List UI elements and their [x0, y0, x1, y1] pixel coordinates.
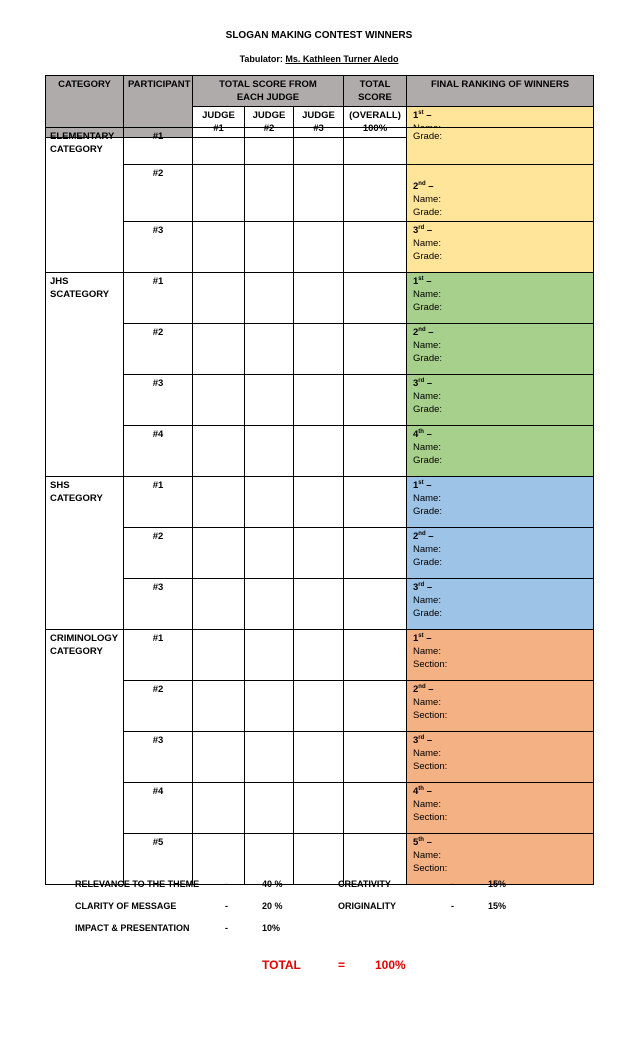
table-row	[46, 528, 594, 579]
judge-1-score-cell[interactable]	[193, 579, 245, 630]
rank-cell-jhs-4[interactable]: 4th – Name: Grade:	[407, 426, 594, 477]
overall-score-cell[interactable]	[344, 128, 407, 165]
header-total-each-judge	[193, 76, 344, 107]
judge-2-score-cell[interactable]	[245, 128, 294, 165]
judge-1-score-cell[interactable]	[193, 528, 245, 579]
judge-2-score-cell[interactable]	[245, 477, 294, 528]
table-row	[46, 324, 594, 375]
participant-number: #1	[124, 128, 193, 165]
rank-cell-jhs-3[interactable]: 3rd – Name: Grade:	[407, 375, 594, 426]
criteria-clarity-dash: -	[225, 901, 228, 911]
table-row	[46, 579, 594, 630]
criteria-originality-dash: -	[451, 901, 454, 911]
participant-number: #5	[124, 834, 193, 885]
participant-number: #3	[124, 579, 193, 630]
judge-3-score-cell[interactable]	[294, 273, 344, 324]
total-value: 100%	[375, 958, 406, 972]
table-row	[46, 165, 594, 222]
participant-number: #4	[124, 426, 193, 477]
category-jhs: JHS SCATEGORY	[46, 273, 124, 477]
rank-cell-crim-4[interactable]: 4th – Name: Section:	[407, 783, 594, 834]
rank-cell-shs-2[interactable]: 2nd – Name: Grade:	[407, 528, 594, 579]
overall-score-cell[interactable]	[344, 681, 407, 732]
judge-1-score-cell[interactable]	[193, 681, 245, 732]
table-row	[46, 426, 594, 477]
tabulator-label: Tabulator:	[239, 54, 283, 64]
header-judge-3: JUDGE #3	[294, 107, 344, 138]
rank-cell-shs-1[interactable]: 1st – Name: Grade:	[407, 477, 594, 528]
judge-2-score-cell[interactable]	[245, 324, 294, 375]
table-row	[46, 630, 594, 681]
overall-score-cell[interactable]	[344, 630, 407, 681]
table-row	[46, 128, 594, 165]
judge-1-score-cell[interactable]	[193, 426, 245, 477]
category-elementary: ELEMENTARY CATEGORY	[46, 128, 124, 273]
participant-number: #1	[124, 477, 193, 528]
judge-2-score-cell[interactable]	[245, 579, 294, 630]
tabulator-name: Ms. Kathleen Turner Aledo	[285, 54, 399, 64]
rank-cell-jhs-1[interactable]: 1st – Name: Grade:	[407, 273, 594, 324]
judge-1-score-cell[interactable]	[193, 165, 245, 222]
rank-cell-crim-5[interactable]: 5th – Name: Section:	[407, 834, 594, 885]
judge-2-score-cell[interactable]	[245, 732, 294, 783]
judge-3-score-cell[interactable]	[294, 834, 344, 885]
participant-number: #2	[124, 165, 193, 222]
rank-cell-shs-3[interactable]: 3rd – Name: Grade:	[407, 579, 594, 630]
participant-number: #3	[124, 222, 193, 273]
judge-2-score-cell[interactable]	[245, 528, 294, 579]
criteria-creativity-label: CREATIVITY	[338, 879, 391, 889]
header-total-score	[344, 76, 407, 107]
criteria-originality-label: ORIGINALITY	[338, 901, 396, 911]
participant-number: #3	[124, 732, 193, 783]
participant-number: #3	[124, 375, 193, 426]
judge-3-score-cell[interactable]	[294, 324, 344, 375]
judge-1-score-cell[interactable]	[193, 375, 245, 426]
overall-score-cell[interactable]	[344, 273, 407, 324]
criteria-originality-value: 15%	[488, 901, 507, 911]
judge-3-score-cell[interactable]	[294, 528, 344, 579]
judge-3-score-cell[interactable]	[294, 222, 344, 273]
header-text: SCORE	[358, 92, 392, 103]
table-row	[46, 732, 594, 783]
header-text: TOTAL	[359, 79, 391, 90]
participant-number: #4	[124, 783, 193, 834]
judge-3-score-cell[interactable]	[294, 128, 344, 165]
overall-score-cell[interactable]	[344, 834, 407, 885]
header-category: CATEGORY	[46, 76, 124, 138]
judge-1-score-cell[interactable]	[193, 834, 245, 885]
overall-score-cell[interactable]	[344, 579, 407, 630]
participant-number: #2	[124, 528, 193, 579]
criteria-impact-dash: -	[225, 923, 228, 933]
judge-2-score-cell[interactable]	[245, 834, 294, 885]
criteria-impact-label: IMPACT & PRESENTATION	[75, 923, 190, 933]
overall-score-cell[interactable]	[344, 324, 407, 375]
total-label: TOTAL	[262, 958, 301, 972]
criteria-creativity-value: 15%	[488, 879, 507, 889]
participant-number: #1	[124, 630, 193, 681]
judge-3-score-cell[interactable]	[294, 165, 344, 222]
overall-score-cell[interactable]	[344, 732, 407, 783]
criteria-relevance-dash: -	[225, 879, 228, 889]
judge-1-score-cell[interactable]	[193, 128, 245, 165]
header-overall: (OVERALL) 100%	[344, 107, 407, 138]
judge-1-score-cell[interactable]	[193, 630, 245, 681]
participant-number: #1	[124, 273, 193, 324]
overall-score-cell[interactable]	[344, 426, 407, 477]
criteria-clarity-value: 20 %	[262, 901, 283, 911]
table-row	[46, 783, 594, 834]
header-participant: PARTICIPANT	[124, 76, 193, 138]
criteria-creativity-dash: -	[451, 879, 454, 889]
judge-2-score-cell[interactable]	[245, 426, 294, 477]
judge-2-score-cell[interactable]	[245, 222, 294, 273]
participant-number: #2	[124, 324, 193, 375]
criteria-clarity-label: CLARITY OF MESSAGE	[75, 901, 177, 911]
overall-score-cell[interactable]	[344, 165, 407, 222]
total-equals: =	[338, 958, 346, 972]
table-row	[46, 834, 594, 885]
table-row	[46, 222, 594, 273]
table-row	[46, 681, 594, 732]
judge-2-score-cell[interactable]	[245, 681, 294, 732]
judge-3-score-cell[interactable]	[294, 681, 344, 732]
judge-2-score-cell[interactable]	[245, 375, 294, 426]
winners-table-body	[45, 127, 594, 885]
header-text: EACH JUDGE	[236, 92, 300, 103]
rank-cell-crim-1[interactable]: 1st – Name: Section:	[407, 630, 594, 681]
judge-2-score-cell[interactable]	[245, 783, 294, 834]
category-shs: SHS CATEGORY	[46, 477, 124, 630]
overall-score-cell[interactable]	[344, 528, 407, 579]
participant-number: #2	[124, 681, 193, 732]
judge-3-score-cell[interactable]	[294, 426, 344, 477]
criteria-relevance-label: RELEVANCE TO THE THEME	[75, 879, 200, 889]
judge-2-score-cell[interactable]	[245, 165, 294, 222]
rank-cell-crim-3[interactable]: 3rd – Name: Section:	[407, 732, 594, 783]
header-text: TOTAL SCORE FROM	[219, 79, 317, 90]
table-row	[46, 477, 594, 528]
rank-cell-elementary-2[interactable]: 2nd – Name: Grade:	[407, 165, 594, 222]
judge-1-score-cell[interactable]	[193, 273, 245, 324]
overall-score-cell[interactable]	[344, 375, 407, 426]
judge-3-score-cell[interactable]	[294, 783, 344, 834]
judge-3-score-cell[interactable]	[294, 732, 344, 783]
overall-score-cell[interactable]	[344, 783, 407, 834]
rank-cell-elementary-3[interactable]: 3rd – Name: Grade:	[407, 222, 594, 273]
judge-3-score-cell[interactable]	[294, 630, 344, 681]
criteria-impact-value: 10%	[262, 923, 281, 933]
judge-1-score-cell[interactable]	[193, 324, 245, 375]
rank-cell-jhs-2[interactable]: 2nd – Name: Grade:	[407, 324, 594, 375]
judge-3-score-cell[interactable]	[294, 477, 344, 528]
judge-2-score-cell[interactable]	[245, 273, 294, 324]
tabulator-line	[0, 54, 638, 64]
table-row	[46, 375, 594, 426]
rank-cell-top[interactable]: 1st –	[407, 107, 594, 138]
rank-cell-elementary-1[interactable]: Grade:	[407, 128, 594, 165]
category-crim: CRIMINOLOGY CATEGORY	[46, 630, 124, 885]
header-final-ranking: FINAL RANKING OF WINNERS	[407, 76, 594, 107]
rank-cell-crim-2[interactable]: 2nd – Name: Section:	[407, 681, 594, 732]
criteria-relevance-value: 40 %	[262, 879, 283, 889]
judge-3-score-cell[interactable]	[294, 375, 344, 426]
overall-score-cell[interactable]	[344, 222, 407, 273]
page-title: SLOGAN MAKING CONTEST WINNERS	[225, 30, 413, 41]
header-judge-2: JUDGE #2	[245, 107, 294, 138]
overall-score-cell[interactable]	[344, 477, 407, 528]
judge-1-score-cell[interactable]	[193, 783, 245, 834]
judge-1-score-cell[interactable]	[193, 732, 245, 783]
judge-3-score-cell[interactable]	[294, 579, 344, 630]
table-row	[46, 273, 594, 324]
header-judge-1: JUDGE #1	[193, 107, 245, 138]
judge-2-score-cell[interactable]	[245, 630, 294, 681]
judge-1-score-cell[interactable]	[193, 222, 245, 273]
judge-1-score-cell[interactable]	[193, 477, 245, 528]
